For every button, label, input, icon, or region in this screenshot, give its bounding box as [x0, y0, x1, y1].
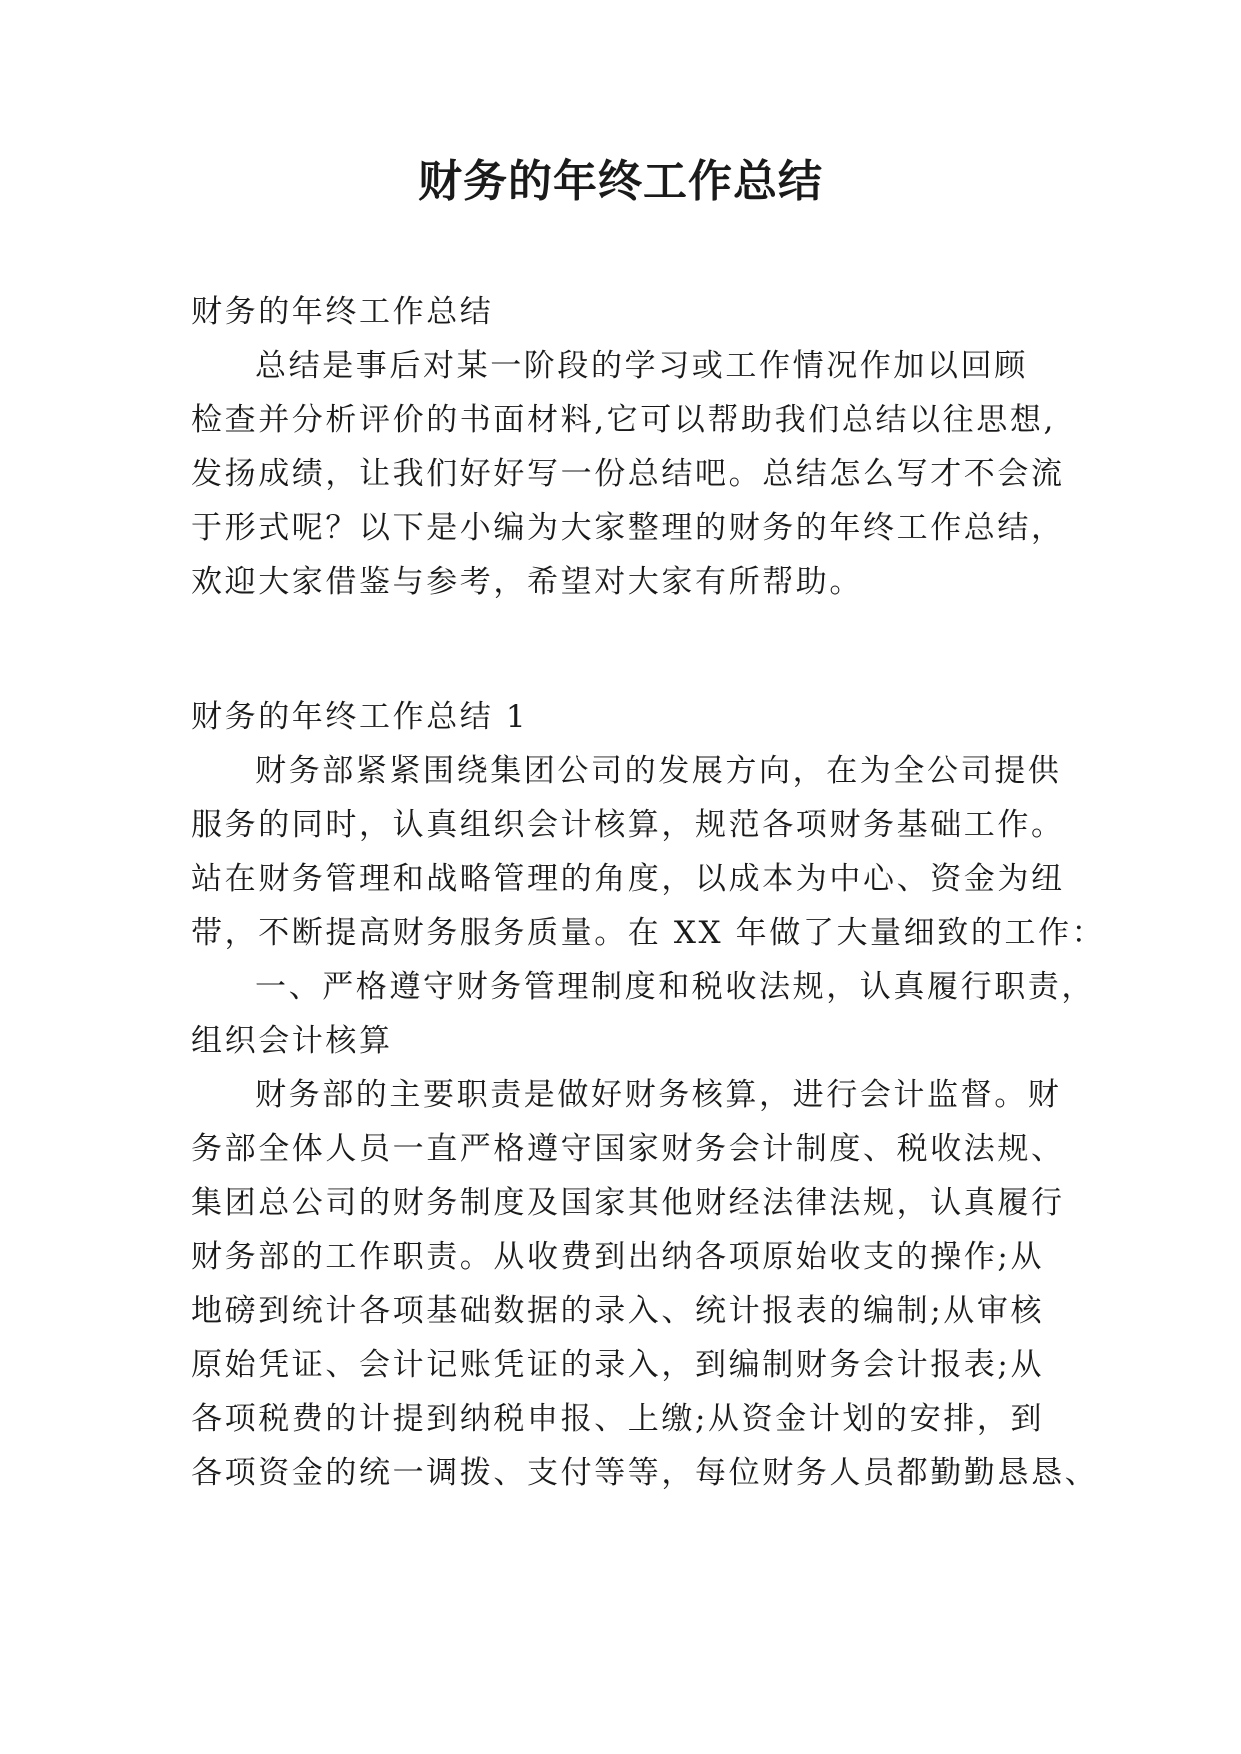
paragraph-line: 财务部紧紧围绕集团公司的发展方向，在为全公司提供 [255, 753, 1062, 789]
paragraph-line: 站在财务管理和战略管理的角度，以成本为中心、资金为纽 [191, 861, 1065, 897]
paragraph-line: 发扬成绩，让我们好好写一份总结吧。总结怎么写才不会流 [191, 456, 1065, 492]
paragraph-line: 各项税费的计提到纳税申报、上缴;从资金计划的安排，到 [191, 1401, 1045, 1437]
paragraph-line: 欢迎大家借鉴与参考，希望对大家有所帮助。 [191, 564, 863, 600]
paragraph-line: 检查并分析评价的书面材料,它可以帮助我们总结以往思想, [191, 402, 1056, 438]
paragraph-line: 务部全体人员一直严格遵守国家财务会计制度、税收法规、 [191, 1131, 1065, 1167]
paragraph-line: 财务部的主要职责是做好财务核算，进行会计监督。财 [255, 1077, 1062, 1113]
paragraph-line: 带，不断提高财务服务质量。在 XX 年做了大量细致的工作： [191, 915, 1106, 951]
paragraph-line: 各项资金的统一调拨、支付等等，每位财务人员都勤勤恳恳、 [191, 1455, 1099, 1491]
paragraph-line: 服务的同时，认真组织会计核算，规范各项财务基础工作。 [191, 807, 1065, 843]
paragraph-line: 集团总公司的财务制度及国家其他财经法律法规，认真履行 [191, 1185, 1065, 1221]
section-heading-intro: 财务的年终工作总结 [191, 294, 494, 330]
paragraph-line: 原始凭证、会计记账凭证的录入，到编制财务会计报表;从 [191, 1347, 1045, 1383]
document-title: 财务的年终工作总结 [418, 156, 823, 207]
paragraph-line: 于形式呢？以下是小编为大家整理的财务的年终工作总结， [191, 510, 1065, 546]
section-heading-1: 财务的年终工作总结 1 [191, 699, 529, 735]
subsection-heading-line: 一、严格遵守财务管理制度和税收法规，认真履行职责， [255, 969, 1095, 1005]
paragraph-line: 地磅到统计各项基础数据的录入、统计报表的编制;从审核 [191, 1293, 1045, 1329]
paragraph-line: 总结是事后对某一阶段的学习或工作情况作加以回顾 [255, 348, 1028, 384]
subsection-heading-line: 组织会计核算 [191, 1023, 393, 1059]
paragraph-line: 财务部的工作职责。从收费到出纳各项原始收支的操作;从 [191, 1239, 1045, 1275]
